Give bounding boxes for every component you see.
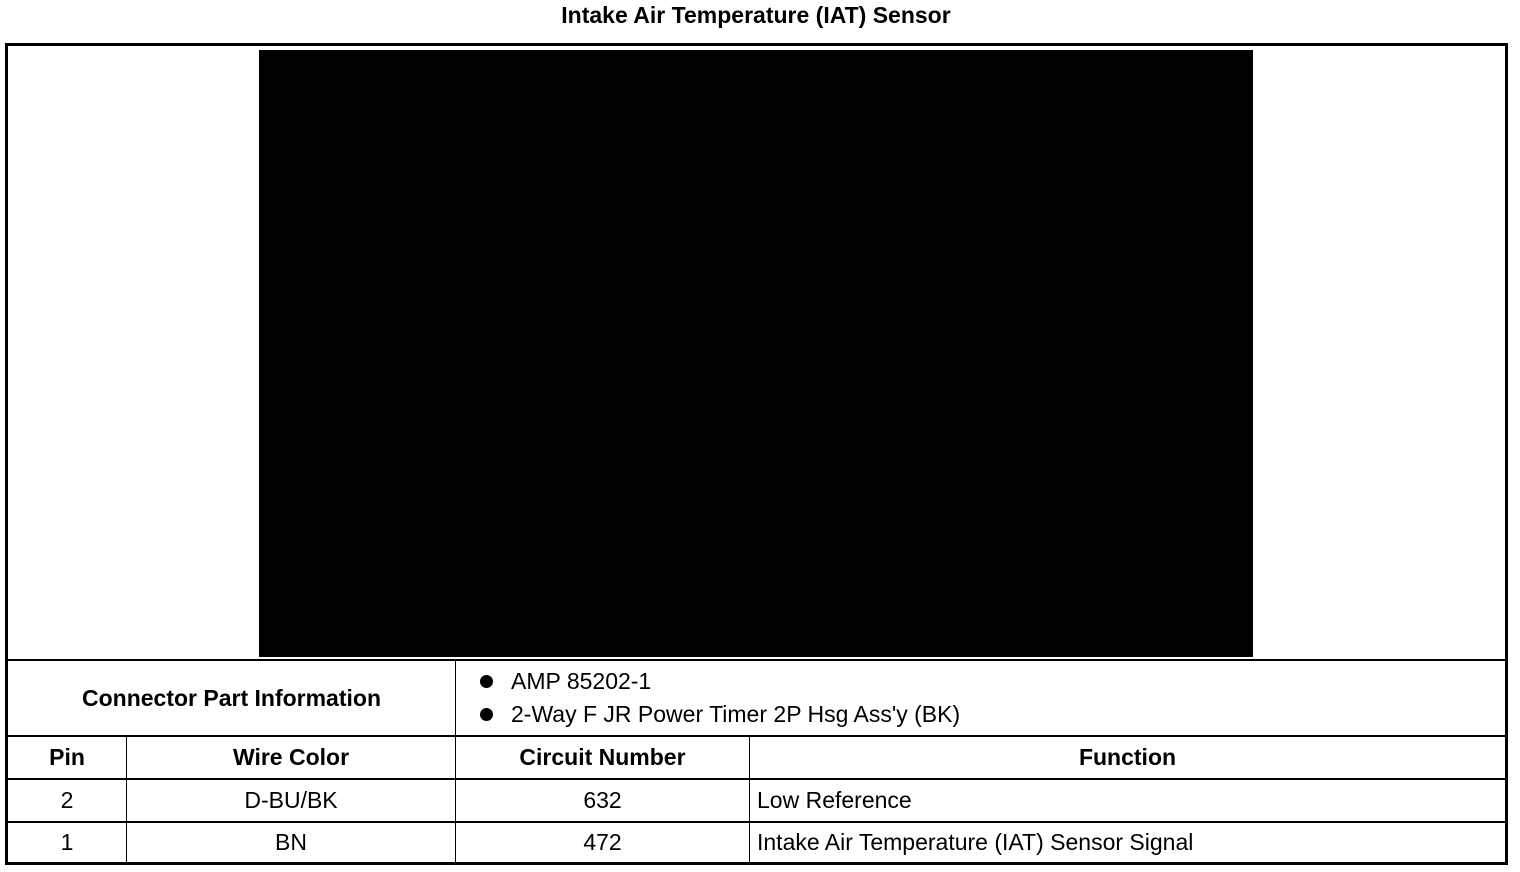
connector-info-item-text: AMP 85202-1 xyxy=(511,668,652,694)
cell-circuit-number: 472 xyxy=(456,823,750,862)
cell-wire-color: D-BU/BK xyxy=(127,780,456,823)
connector-info-item-text: 2-Way F JR Power Timer 2P Hsg Ass'y (BK) xyxy=(511,701,961,727)
cell-function: Intake Air Temperature (IAT) Sensor Signal xyxy=(757,829,1194,855)
bullet-icon xyxy=(480,675,493,688)
header-function: Function xyxy=(750,737,1505,780)
cell-pin: 1 xyxy=(8,823,127,862)
header-wire-color: Wire Color xyxy=(127,737,456,780)
cell-circuit-number: 632 xyxy=(456,780,750,823)
connector-image xyxy=(259,50,1253,657)
cell-pin: 2 xyxy=(8,780,127,823)
cell-function: Low Reference xyxy=(750,780,1505,823)
connector-info-item xyxy=(480,668,651,695)
page-title: Intake Air Temperature (IAT) Sensor xyxy=(561,2,951,28)
connector-frame xyxy=(5,43,1508,865)
connector-info-item xyxy=(480,701,960,728)
connector-table xyxy=(8,661,1505,862)
header-circuit-number: Circuit Number xyxy=(456,737,750,780)
connector-image-area xyxy=(8,46,1505,661)
connector-info-label: Connector Part Information xyxy=(8,661,456,737)
bullet-icon xyxy=(480,708,493,721)
connector-info-list xyxy=(456,661,1505,737)
cell-wire-color: BN xyxy=(127,823,456,862)
header-pin: Pin xyxy=(8,737,127,780)
